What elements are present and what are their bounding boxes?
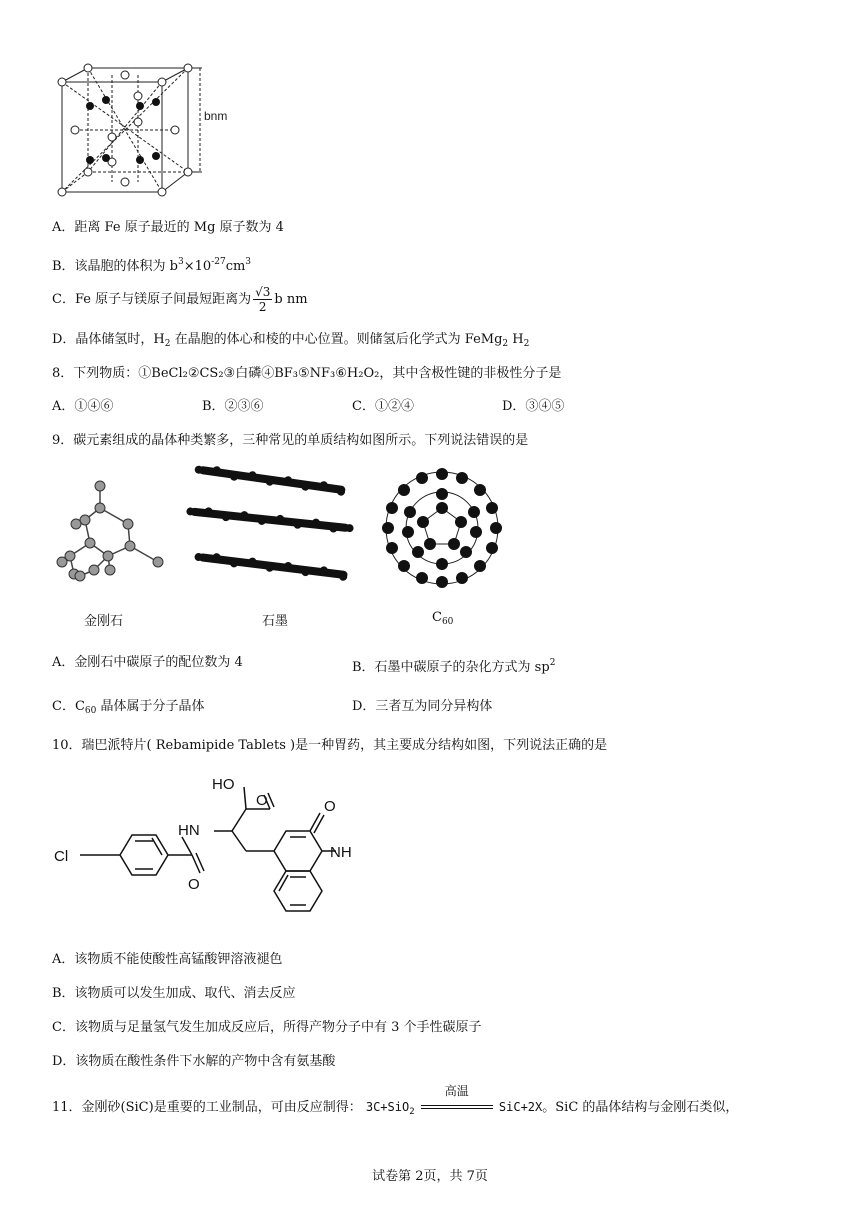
q10-option-d: D．该物质在酸性条件下水解的产物中含有氨基酸	[52, 1054, 336, 1069]
caption-graphite: 石墨	[262, 614, 289, 629]
q10-option-a: A．该物质不能使酸性高锰酸钾溶液褪色	[52, 952, 283, 967]
q7-option-a: A．距离 Fe 原子最近的 Mg 原子数为 4	[52, 220, 284, 235]
label-cl: Cl	[54, 848, 69, 865]
q8-option-d: D．③④⑤	[502, 399, 565, 414]
reaction-arrow: 高温	[419, 1098, 495, 1116]
q8-option-b: B．②③⑥	[202, 399, 264, 414]
label-hn: HN	[178, 822, 200, 839]
label-o-acid: O	[256, 792, 268, 809]
q8-option-c: C．①②④	[352, 399, 414, 414]
q7-option-b: B．该晶胞的体积为 $b^3\times 10^{-27}cm^3$	[52, 257, 252, 274]
q7-option-d: D．晶体储氢时，$H_2$ 在晶胞的体心和棱的中心位置。则储氢后化学式为 FeMg$_2$ $H_2$	[52, 332, 530, 349]
label-ho: HO	[212, 776, 235, 793]
q11-stem: 11．金刚砂(SiC)是重要的工业制品，可由反应制得： 3C+SiO$_2$ 高温 SiC+2X。SiC 的晶体结构与金刚石类似，	[52, 1084, 739, 1117]
label-o-amide: O	[188, 876, 200, 893]
reaction-reactants: 3C+SiO$_2$	[365, 1100, 415, 1117]
q10-stem: 10．瑞巴派特片( Rebamipide Tablets )是一种胃药，其主要成分结构如图，下列说法正确的是	[52, 738, 608, 753]
cell-length-label: bnm	[204, 109, 228, 123]
diamond-structure-figure	[50, 478, 170, 588]
crystal-cell-figure	[52, 62, 242, 202]
q7-option-c: C．Fe 原子与镁原子间最短距离为 $\frac{√3}{2}$ b nm	[52, 285, 308, 314]
q9-stem: 9．碳元素组成的晶体种类繁多，三种常见的单质结构如图所示。下列说法错误的是	[52, 433, 529, 448]
q9-option-a: A．金刚石中碳原子的配位数为 4	[52, 655, 243, 670]
rebamipide-structure-figure	[50, 765, 380, 945]
q9-option-d: D．三者互为同分异构体	[352, 699, 493, 714]
q8-stem: 8．下列物质：①BeCl₂②CS₂③白磷④BF₃⑤NF₃⑥H₂O₂，其中含极性键的非极性分子是	[52, 366, 562, 381]
q9-option-b: B．石墨中碳原子的杂化方式为 $sp^2$	[352, 658, 556, 675]
fraction-sqrt3-over-2: $\frac{√3}{2}$	[255, 285, 271, 314]
page-footer: 试卷第 2页，共 7页	[372, 1169, 488, 1184]
graphite-structure-figure	[184, 462, 362, 592]
label-o-lactam: O	[324, 798, 336, 815]
q10-option-b: B．该物质可以发生加成、取代、消去反应	[52, 986, 296, 1001]
q10-option-c: C．该物质与足量氢气发生加成反应后，所得产物分子中有 3 个手性碳原子	[52, 1020, 482, 1035]
q8-option-a: A．①④⑥	[52, 399, 114, 414]
caption-c60: $C_{60}$	[432, 610, 454, 627]
label-nh: NH	[330, 844, 352, 861]
c60-structure-figure	[380, 466, 510, 596]
q9-option-c: C．$C_{60}$ 晶体属于分子晶体	[52, 699, 205, 716]
reaction-products: SiC+2X	[498, 1100, 543, 1114]
caption-diamond: 金刚石	[84, 614, 124, 629]
